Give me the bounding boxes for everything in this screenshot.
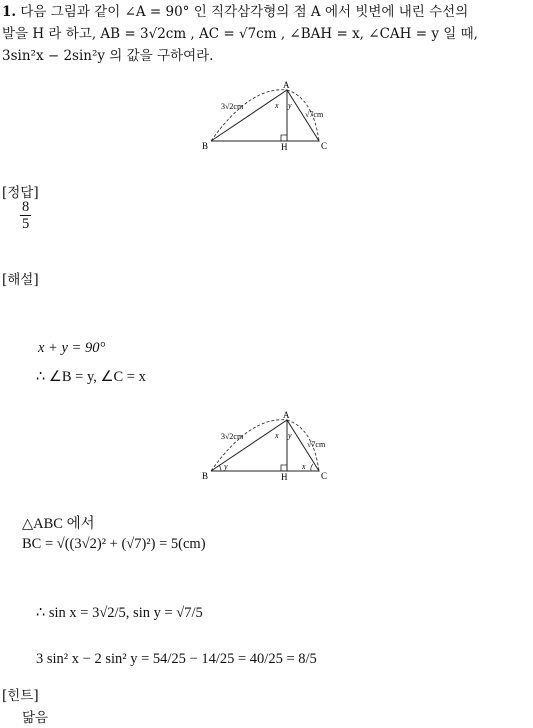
answer-fraction <box>18 199 33 232</box>
fig2-label-a: A <box>283 410 290 420</box>
answer-heading: [정답] <box>2 185 39 201</box>
problem-line-3: 3sin²x − 2sin²y 의 값을 구하여라. <box>2 48 214 64</box>
fig2-label-y: y <box>288 431 292 440</box>
solution-result-line: 3 sin² x − 2 sin² y = 54/25 − 14/25 = 40/25 = 8/5 <box>36 651 317 667</box>
fig1-label-b: B <box>202 141 209 151</box>
fig2-label-y-at-b: y <box>224 462 228 471</box>
solution-bc-line: BC = √((3√2)² + (√7)²) = 5(cm) <box>22 536 206 552</box>
fig1-label-c: C <box>321 141 328 151</box>
answer-denominator: 5 <box>22 216 30 232</box>
fig2-label-x: x <box>275 431 279 440</box>
hint-text: 닮음 <box>22 710 49 726</box>
answer-numerator: 8 <box>22 199 30 215</box>
fig1-label-a: A <box>283 80 290 90</box>
problem-text <box>2 2 468 22</box>
hint-heading: [힌트] <box>2 688 39 704</box>
fig2-label-ab: 3√2cm <box>221 432 244 441</box>
fig2-label-ac: √7cm <box>307 440 326 449</box>
triangle-figure-2 <box>195 408 340 486</box>
fig1-label-h: H <box>281 142 288 152</box>
fig1-label-x: x <box>275 101 279 110</box>
problem-line-1: 다음 그림과 같이 ∠A = 90° 인 직각삼각형의 점 A 에서 빗변에 내린 수선의 <box>20 4 469 20</box>
solution-triangle-line: △ABC 에서 <box>22 516 95 532</box>
solution-heading: [해설] <box>2 272 39 288</box>
triangle-figure-1 <box>195 78 340 156</box>
fig2-label-h: H <box>281 472 288 482</box>
solution-eq-1: x + y = 90° <box>38 340 106 356</box>
solution-eq-2: ∴ ∠B = y, ∠C = x <box>36 369 146 385</box>
fig1-label-y: y <box>288 101 292 110</box>
fig2-label-c: C <box>321 471 328 481</box>
fig1-label-ab: 3√2cm <box>221 102 244 111</box>
fig2-label-b: B <box>202 471 209 481</box>
problem-number: 1. <box>2 4 17 20</box>
fig2-label-x-at-c: x <box>302 462 306 471</box>
problem-line-2: 발을 H 라 하고, AB = 3√2cm , AC = √7cm , ∠BAH = x, ∠CAH = y 일 때, <box>2 26 478 42</box>
solution-sin-line: ∴ sin x = 3√2/5, sin y = √7/5 <box>36 605 203 621</box>
fig1-label-ac: √7cm <box>305 110 324 119</box>
